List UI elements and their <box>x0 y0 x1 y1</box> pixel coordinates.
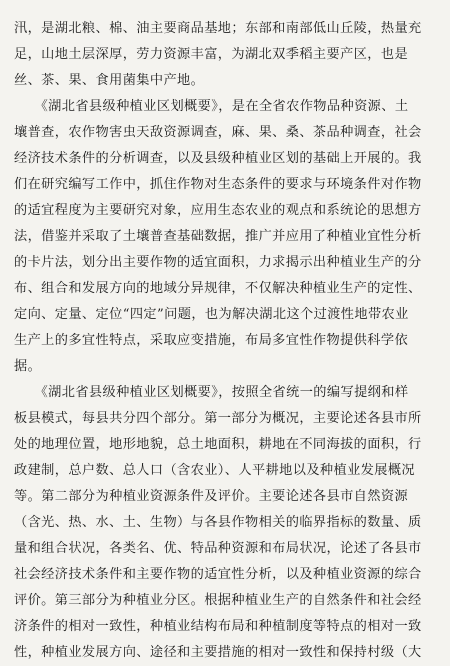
paragraph-3 <box>14 380 436 666</box>
paragraph-2 <box>14 94 436 380</box>
text-line: 社会经济技术条件和主要作物的适宜性分析，以及种植业资源的综合 <box>14 567 422 582</box>
text-line: 们在研究编写工作中，抓住作物对生态条件的要求与环境条件对作物 <box>14 177 422 192</box>
text-line: 板县模式，每县共分四个部分。第一部分为概况，主要论述各县市所 <box>14 411 422 426</box>
text-line: 定向、定量、定位“四定”问题，也为解决湖北这个过渡性地带农业 <box>14 307 409 322</box>
paragraph-1 <box>14 16 436 94</box>
text-line: 的卡片法，划分出主要作物的适宜面积，力求揭示出种植业生产的分 <box>14 255 422 270</box>
text-line: 据。 <box>14 359 42 374</box>
text-line: 汛，是湖北粮、棉、油主要商品基地；东部和南部低山丘陵，热量充 <box>14 21 422 36</box>
text-line: 的适宜程度为主要研究对象，应用生态农业的观点和系统论的思想方 <box>14 203 422 218</box>
text-line: 《湖北省县级种植业区划概要》，按照全省统一的编写提纲和样 <box>14 385 409 400</box>
text-line: 处的地理位置，地形地貌，总土地面积，耕地在不同海拔的面积，行 <box>14 437 422 452</box>
text-line: 性，种植业发展方向、途径和主要措施的相对一致性和保持村级（大 <box>14 645 422 660</box>
text-line: 法，借鉴并采取了土壤普查基础数据，推广并应用了种植业宜性分析 <box>14 229 422 244</box>
text-line: 布、组合和发展方向的地域分异规律，不仅解决种植业生产的定性、 <box>14 281 422 296</box>
text-line: 政建制，总户数、总人口（含农业）、人平耕地以及种植业发展概况 <box>14 463 416 478</box>
text-line: 《湖北省县级种植业区划概要》，是在全省农作物品种资源、土 <box>14 99 409 114</box>
text-line: 评价。第三部分为种植业分区。根据种植业生产的自然条件和社会经 <box>14 593 422 608</box>
text-line: 量和组合状况，各类名、优、特品种资源和布局状况，论述了各县市 <box>14 541 422 556</box>
text-line: 济条件的相对一致性，种植业结构布局和种植制度等特点的相对一致 <box>14 619 422 634</box>
text-line: 丝、茶、果、食用菌集中产地。 <box>14 73 205 88</box>
text-line: 壤普查，农作物害虫天敌资源调查，麻、果、桑、茶品种调查，社会 <box>14 125 422 140</box>
text-line: 经济技术条件的分析调查，以及县级种植业区划的基础上开展的。我 <box>14 151 422 166</box>
text-line: 生产上的多宜性特点，采取应变措施，布局多宜性作物提供科学依 <box>14 333 409 348</box>
text-line: （含光、热、水、土、生物）与各县作物相关的临界指标的数量、质 <box>14 515 422 530</box>
text-line: 足，山地土层深厚，劳力资源丰富，为湖北双季稻主要产区，也是 <box>14 47 409 62</box>
text-line: 等。第二部分为种植业资源条件及评价。主要论述各县市自然资源 <box>14 489 409 504</box>
